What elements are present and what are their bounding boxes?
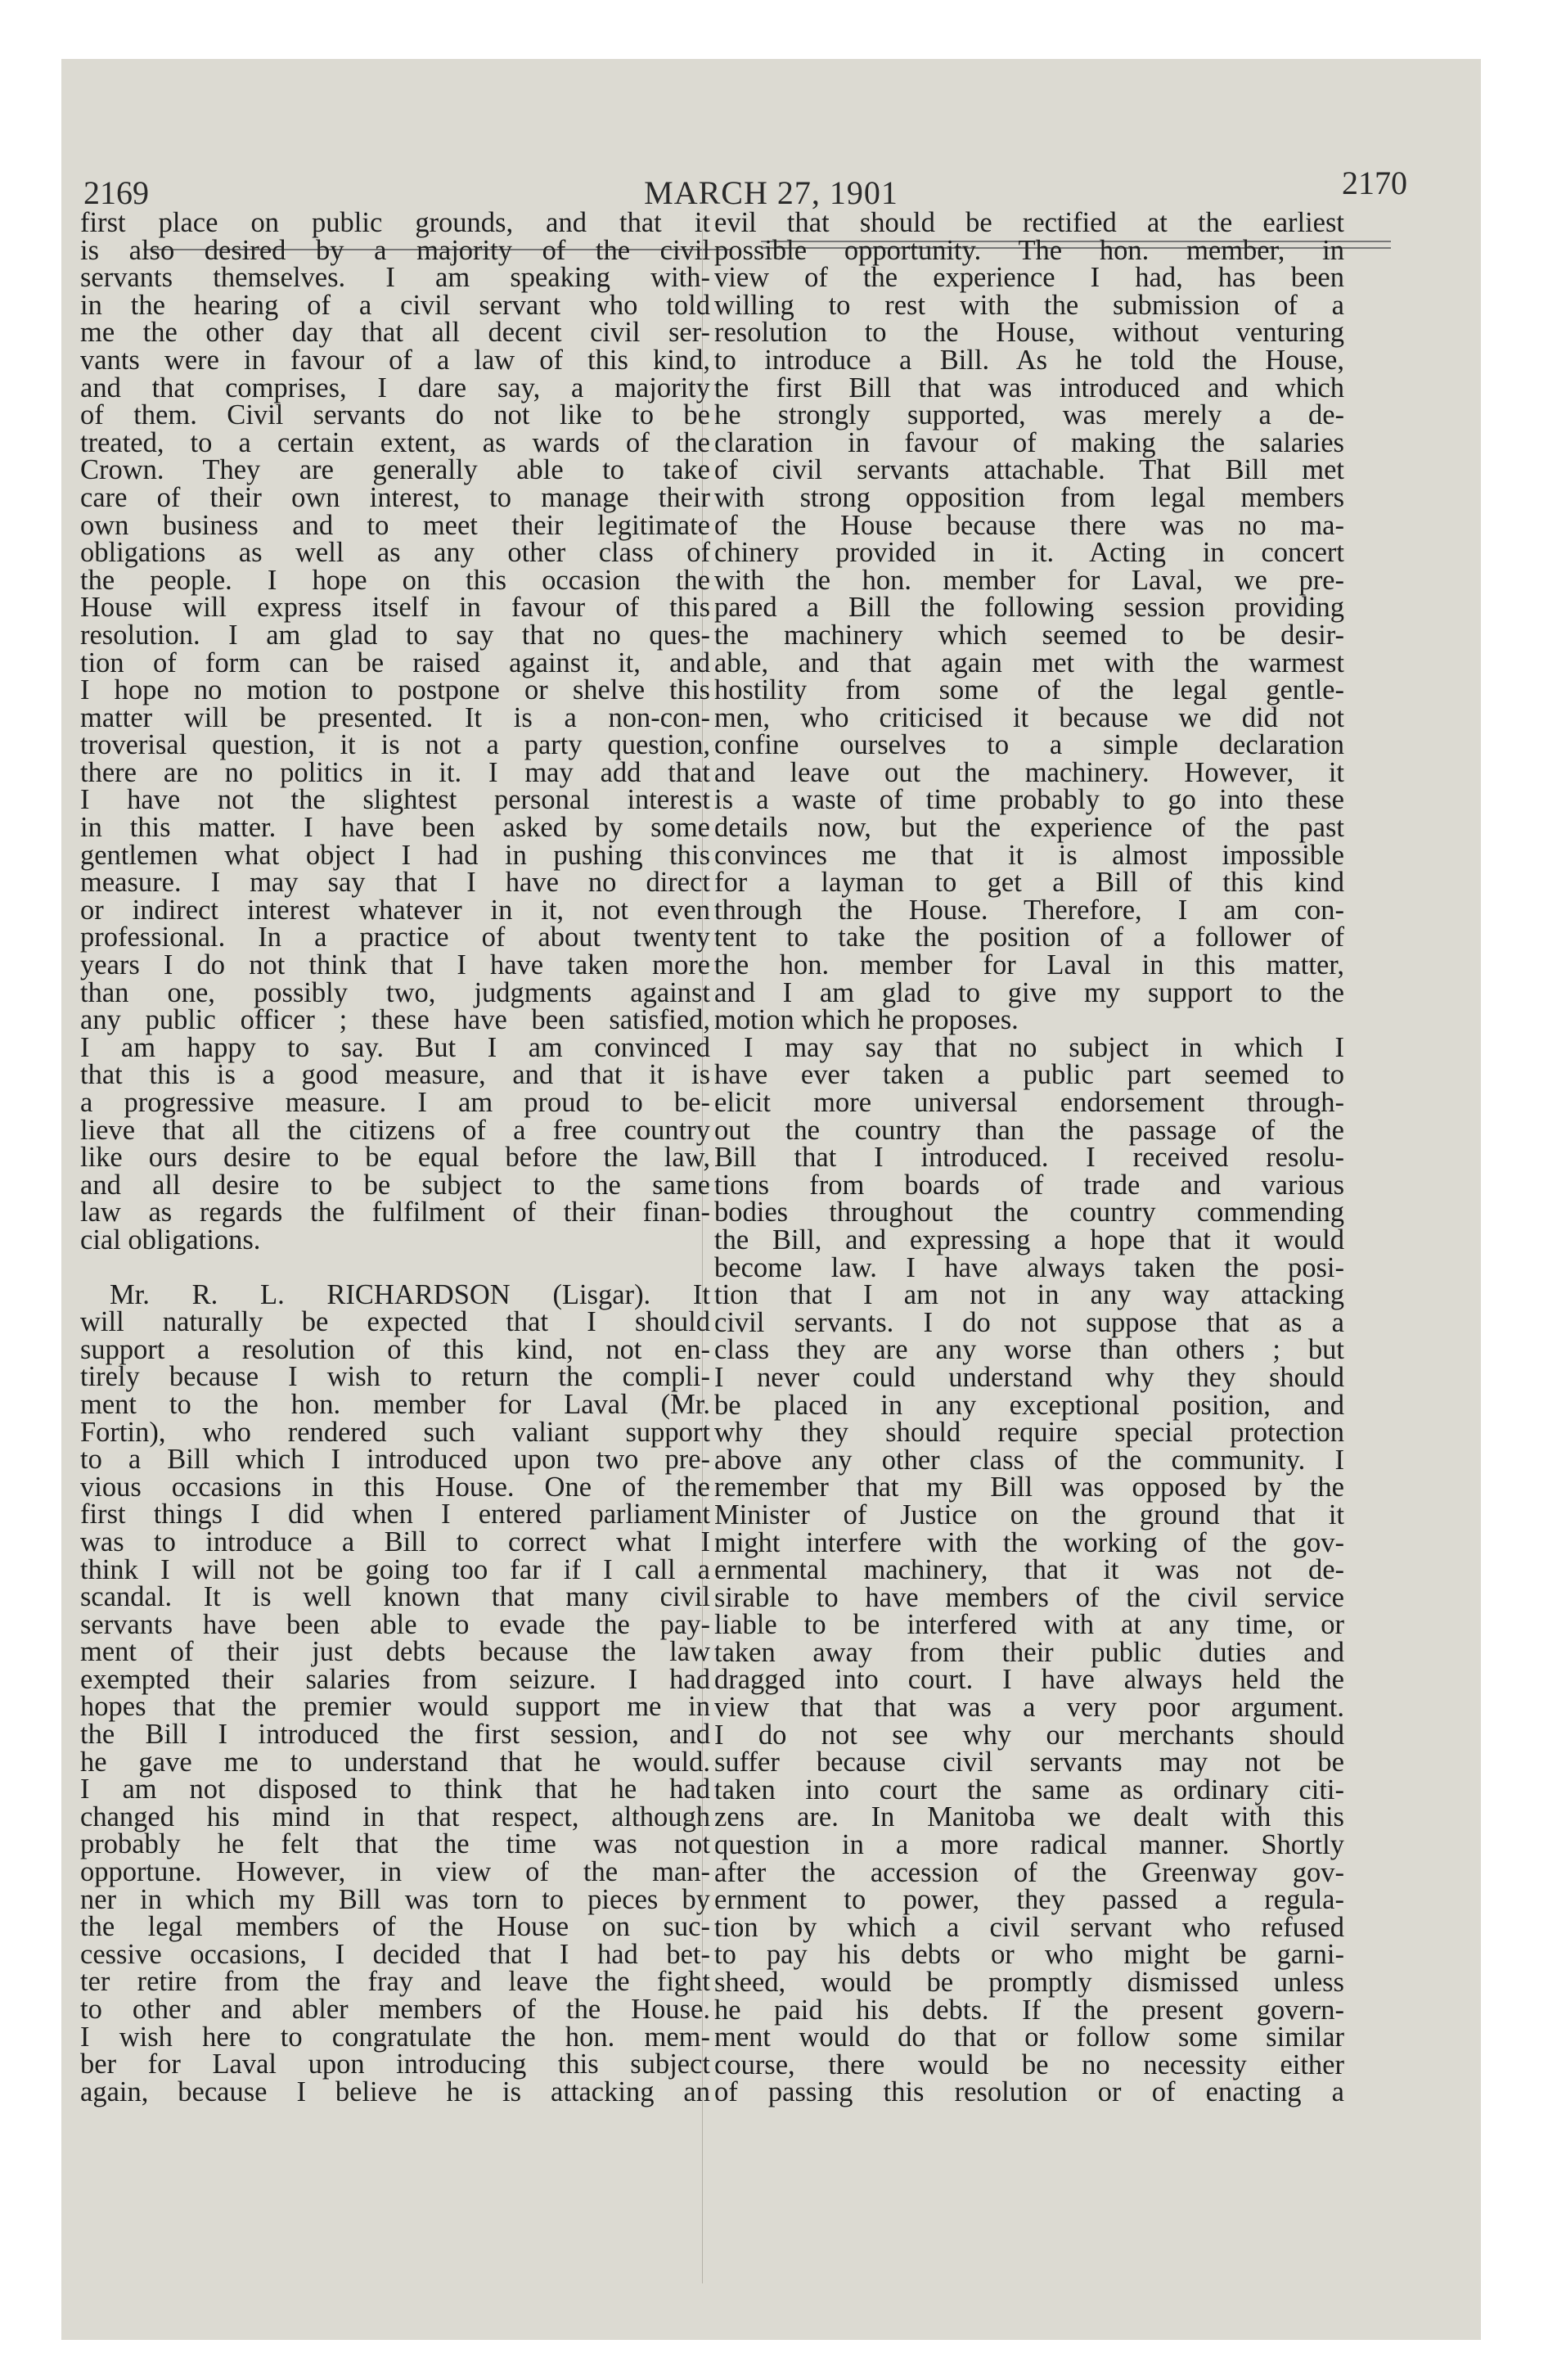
text-line: the Bill, and expressing a hope that it would	[714, 1224, 1344, 1255]
text-line: elicit more universal endorsement through-	[714, 1087, 1344, 1118]
text-line: any public officer ; these have been satisfied,	[80, 1004, 710, 1036]
text-line: he strongly supported, was merely a de-	[714, 399, 1344, 431]
text-line: possible opportunity. The hon. member, in	[714, 234, 1344, 266]
text-line: zens are. In Manitoba we dealt with this	[714, 1801, 1344, 1833]
text-line: willing to rest with the submission of a	[714, 289, 1344, 321]
text-line: to introduce a Bill. As he told the House,	[714, 344, 1344, 376]
text-line: evil that should be rectified at the earliest	[714, 207, 1344, 238]
text-line: view that that was a very poor argument.	[714, 1692, 1344, 1724]
text-line: is also desired by a majority of the civil	[80, 234, 710, 266]
text-line: view of the experience I had, has been	[714, 262, 1344, 294]
text-line: or indirect interest whatever in it, not even	[80, 894, 710, 926]
text-line: ment would do that or follow some similar	[714, 2022, 1344, 2053]
text-line: through the House. Therefore, I am con-	[714, 894, 1344, 926]
text-line: ter retire from the fray and leave the fight	[80, 1966, 710, 1998]
text-line: cial obligations.	[80, 1224, 261, 1255]
text-line: I may say that no subject in which I	[744, 1031, 1344, 1063]
text-line: he gave me to understand that he would.	[80, 1746, 710, 1778]
text-line: first things I did when I entered parliament	[80, 1499, 710, 1530]
text-line: of civil servants attachable. That Bill met	[714, 454, 1344, 486]
text-line: Mr. R. L. RICHARDSON (Lisgar). It	[110, 1278, 710, 1310]
text-line: question in a more radical manner. Shortly	[714, 1829, 1344, 1861]
text-line: he paid his debts. If the present govern-	[714, 1994, 1344, 2026]
right-text-column	[714, 207, 1344, 2108]
text-line: might interfere with the working of the gov-	[714, 1526, 1344, 1558]
text-line: lieve that all the citizens of a free country	[80, 1114, 710, 1146]
text-line: servants themselves. I am speaking with-	[80, 262, 710, 294]
text-line: suffer because civil servants may not be	[714, 1747, 1344, 1778]
text-line: tion by which a civil servant who refused	[714, 1911, 1344, 1943]
text-line: class they are any worse than others ; but	[714, 1334, 1344, 1366]
text-line: scandal. It is well known that many civil	[80, 1581, 710, 1613]
text-line: remember that my Bill was opposed by the	[714, 1472, 1344, 1503]
text-line: with strong opposition from legal members	[714, 481, 1344, 513]
text-line: sheed, would be promptly dismissed unless	[714, 1967, 1344, 1998]
text-line: own business and to meet their legitimate	[80, 509, 710, 541]
text-line: ernmental machinery, that it was not de-	[714, 1554, 1344, 1586]
text-line: resolution to the House, without venturing	[714, 317, 1344, 349]
text-line: the machinery which seemed to be desir-	[714, 619, 1344, 651]
text-line: chinery provided in it. Acting in concert	[714, 537, 1344, 569]
text-line: in this matter. I have been asked by some	[80, 812, 710, 844]
text-line: I hope no motion to postpone or shelve this	[80, 674, 710, 706]
text-line: exempted their salaries from seizure. I had	[80, 1663, 710, 1695]
text-line: claration in favour of making the salaries	[714, 426, 1344, 458]
text-line: matter will be presented. It is a non-con-	[80, 701, 710, 733]
text-line: I never could understand why they should	[714, 1361, 1344, 1393]
text-line: gentlemen what object I had in pushing this	[80, 839, 710, 871]
text-line: of them. Civil servants do not like to be	[80, 399, 710, 431]
text-line: Fortin), who rendered such valiant support	[80, 1416, 710, 1448]
text-line: be placed in any exceptional position, and	[714, 1389, 1344, 1421]
text-line: ernment to power, they passed a regula-	[714, 1884, 1344, 1916]
text-line: like ours desire to be equal before the law,	[80, 1142, 710, 1174]
text-line: and that comprises, I dare say, a majority	[80, 372, 710, 403]
text-line: and I am glad to give my support to the	[714, 976, 1344, 1008]
text-line: Minister of Justice on the ground that it	[714, 1499, 1344, 1530]
text-line: with the hon. member for Laval, we pre-	[714, 564, 1344, 596]
text-line: was to introduce a Bill to correct what I	[80, 1526, 710, 1557]
text-line: hopes that the premier would support me in	[80, 1691, 710, 1723]
text-line: first place on public grounds, and that it	[80, 207, 710, 238]
text-line: have ever taken a public part seemed to	[714, 1059, 1344, 1091]
text-line: of the House because there was no ma-	[714, 509, 1344, 541]
text-line: servants have been able to evade the pay-	[80, 1608, 710, 1640]
text-line: professional. In a practice of about twenty	[80, 922, 710, 953]
text-line: tent to take the position of a follower of	[714, 922, 1344, 953]
text-line: is a waste of time probably to go into these	[714, 784, 1344, 816]
text-line: changed his mind in that respect, although	[80, 1801, 710, 1832]
text-line: I have not the slightest personal interest	[80, 784, 710, 816]
text-line: obligations as well as any other class of	[80, 537, 710, 569]
text-line: civil servants. I do not suppose that as a	[714, 1306, 1344, 1338]
text-line: ber for Laval upon introducing this subject	[80, 2049, 710, 2080]
text-line: that this is a good measure, and that it is	[80, 1059, 710, 1091]
text-line: tions from boards of trade and various	[714, 1169, 1344, 1201]
text-line: taken into court the same as ordinary citi-	[714, 1774, 1344, 1805]
text-line: after the accession of the Greenway gov-	[714, 1856, 1344, 1888]
text-line: there are no politics in it. I may add that	[80, 756, 710, 788]
text-line: Bill that I introduced. I received resolu-	[714, 1142, 1344, 1174]
text-line: me the other day that all decent civil ser-	[80, 317, 710, 349]
paragraph-gap	[80, 1255, 710, 1282]
text-line: I am not disposed to think that he had	[80, 1774, 710, 1805]
text-line: out the country than the passage of the	[714, 1114, 1344, 1146]
text-line: years I do not think that I have taken more	[80, 949, 710, 981]
text-line: support a resolution of this kind, not en-	[80, 1333, 710, 1365]
left-text-column	[80, 207, 710, 2107]
text-line: ment of their just debts because the law	[80, 1636, 710, 1668]
text-line: vants were in favour of a law of this kind,	[80, 344, 710, 376]
text-line: dragged into court. I have always held the	[714, 1664, 1344, 1696]
text-line: to pay his debts or who might be garni-	[714, 1939, 1344, 1971]
text-line: again, because I believe he is attacking an	[80, 2076, 710, 2107]
text-line: liable to be interfered with at any time, or	[714, 1609, 1344, 1641]
text-line: the legal members of the House on suc-	[80, 1911, 710, 1943]
text-line: ner in which my Bill was torn to pieces by	[80, 1883, 710, 1915]
text-line: think I will not be going too far if I call a	[80, 1553, 710, 1585]
text-line: and all desire to be subject to the same	[80, 1169, 710, 1201]
text-line: measure. I may say that I have no direct	[80, 867, 710, 899]
text-line: taken away from their public duties and	[714, 1636, 1344, 1668]
text-line: ment to the hon. member for Laval (Mr.	[80, 1388, 710, 1420]
text-line: a progressive measure. I am proud to be-	[80, 1087, 710, 1118]
text-line: tion that I am not in any way attacking	[714, 1279, 1344, 1311]
text-line: troverisal question, it is not a party question,	[80, 729, 710, 761]
text-line: the first Bill that was introduced and which	[714, 372, 1344, 403]
text-line: I wish here to congratulate the hon. mem-	[80, 2021, 710, 2053]
text-line: the Bill I introduced the first session, and	[80, 1719, 710, 1751]
text-line: tion of form can be raised against it, and	[80, 647, 710, 678]
text-line: become law. I have always taken the posi-	[714, 1251, 1344, 1283]
text-line: hostility from some of the legal gentle-	[714, 674, 1344, 706]
text-line: details now, but the experience of the past	[714, 812, 1344, 844]
text-line: sirable to have members of the civil service	[714, 1581, 1344, 1613]
text-line: to a Bill which I introduced upon two pre-	[80, 1444, 710, 1476]
text-line: the hon. member for Laval in this matter,	[714, 949, 1344, 981]
text-line: treated, to a certain extent, as wards of the	[80, 426, 710, 458]
text-line: resolution. I am glad to say that no ques-	[80, 619, 710, 651]
text-line: I am happy to say. But I am convinced	[80, 1031, 710, 1063]
text-line: than one, possibly two, judgments against	[80, 976, 710, 1008]
text-line: motion which he proposes.	[714, 1004, 1019, 1036]
text-line: Crown. They are generally able to take	[80, 454, 710, 486]
text-line: vious occasions in this House. One of the	[80, 1471, 710, 1503]
text-line: able, and that again met with the warmest	[714, 647, 1344, 678]
text-line: men, who criticised it because we did not	[714, 701, 1344, 733]
text-line: in the hearing of a civil servant who told	[80, 289, 710, 321]
page-date-title: MARCH 27, 1901	[644, 174, 898, 211]
text-line: House will express itself in favour of this	[80, 592, 710, 624]
text-line: the people. I hope on this occasion the	[80, 564, 710, 596]
left-page-number: 2169	[83, 174, 149, 211]
text-line: probably he felt that the time was not	[80, 1828, 710, 1860]
text-line: of passing this resolution or of enacting a	[714, 2076, 1344, 2108]
text-line: to other and abler members of the House.	[80, 1994, 710, 2025]
text-line: confine ourselves to a simple declaration	[714, 729, 1344, 761]
right-page-number: 2170	[1342, 165, 1407, 201]
text-line: tirely because I wish to return the compli-	[80, 1361, 710, 1393]
text-line: care of their own interest, to manage their	[80, 481, 710, 513]
text-line: above any other class of the community. I	[714, 1444, 1344, 1476]
text-line: opportune. However, in view of the man-	[80, 1856, 710, 1888]
text-line: and leave out the machinery. However, it	[714, 756, 1344, 788]
text-line: law as regards the fulfilment of their finan-	[80, 1197, 710, 1228]
text-line: cessive occasions, I decided that I had bet-	[80, 1938, 710, 1970]
text-line: for a layman to get a Bill of this kind	[714, 867, 1344, 899]
text-line: course, there would be no necessity either	[714, 2049, 1344, 2080]
text-line: will naturally be expected that I should	[80, 1306, 710, 1338]
text-line: convinces me that it is almost impossible	[714, 839, 1344, 871]
text-line: why they should require special protection	[714, 1417, 1344, 1449]
text-line: bodies throughout the country commending	[714, 1197, 1344, 1228]
text-line: pared a Bill the following session providing	[714, 592, 1344, 624]
text-line: I do not see why our merchants should	[714, 1719, 1344, 1751]
